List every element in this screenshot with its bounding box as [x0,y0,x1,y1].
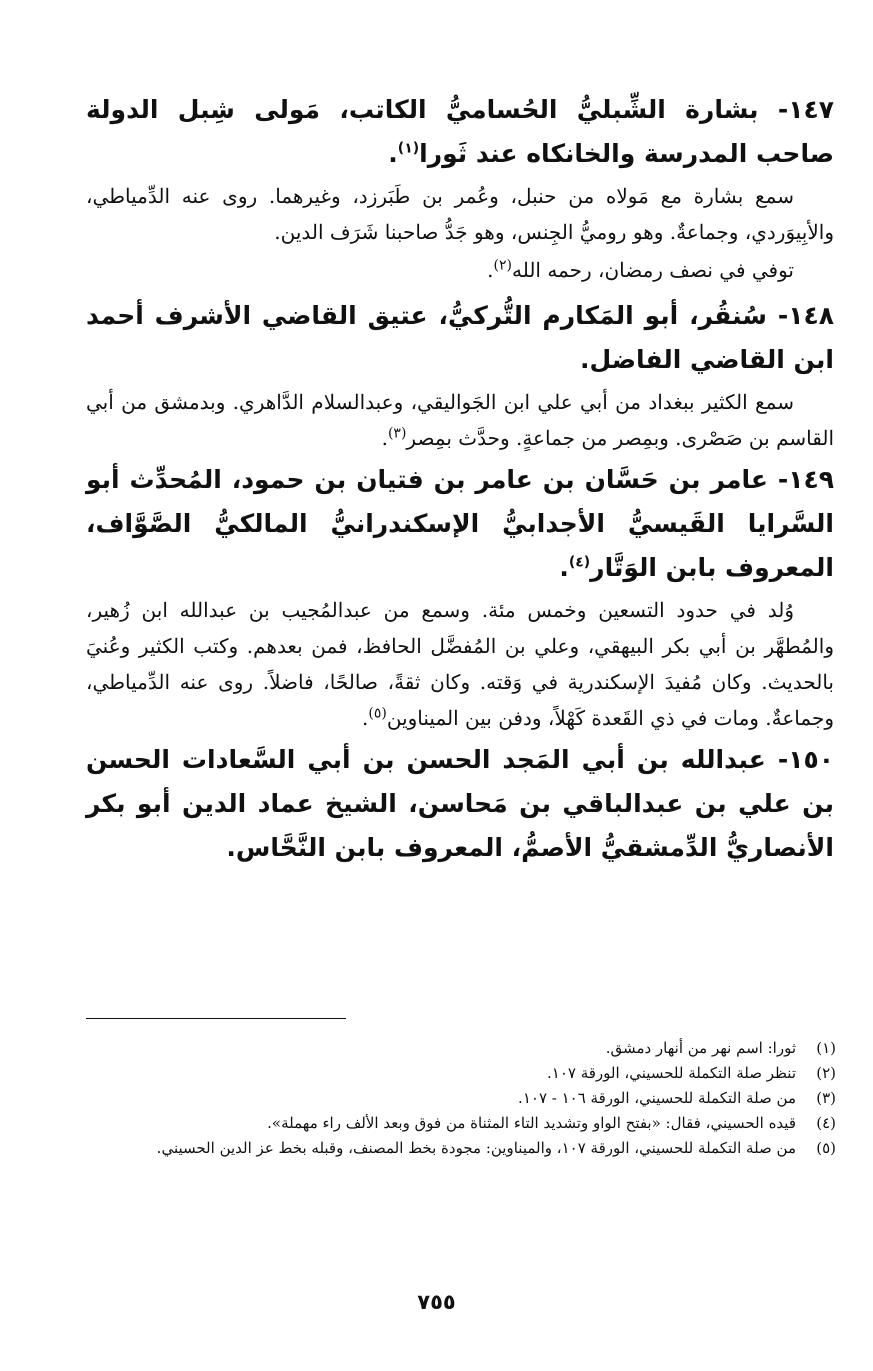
footnote-divider [86,1018,346,1019]
footnote-text: ثورا: اسم نهر من أنهار دمشق. [605,1039,796,1057]
heading-end-mark: . [388,139,398,168]
footnote-ref[interactable]: (٥) [368,705,387,722]
footnotes [86,1036,836,1161]
footnote-ref[interactable]: (٣) [387,425,407,442]
entry-heading-150: ١٥٠- عبدالله بن أبي المَجد الحسن بن أبي السَّعادات الحسن بن علي بن عبدالباقي بن مَحاسن، الشيخ عماد الدين أبو بكر الأنصاريُّ الدِّمشقيُّ الأصمُّ، المعروف بابن النَّحَّاس. [86,745,834,862]
footnote-5 [86,1136,836,1161]
note-end-mark: . [487,258,494,282]
entry-heading-text: ١٤٧- بشارة الشِّبليُّ الحُساميُّ الكاتب، مَولى شِبل الدولة صاحب المدرسة والخانكاه عند ثَورا [86,95,834,168]
footnote-number: (٥) [816,1139,836,1157]
heading-end-mark: . [559,553,569,582]
footnote-number: (٣) [816,1089,836,1107]
footnote-ref[interactable]: (٤) [568,554,591,571]
footnote-text: من صلة التكملة للحسيني، الورقة ١٠٧، والميناوين: مجودة بخط المصنف، وقبله بخط عز الدين الحسيني. [156,1139,796,1157]
entry-heading-text: ١٤٩- عامر بن حَسَّان بن عامر بن فتيان بن حمود، المُحدِّث أبو السَّرايا القَيسيُّ الأجدابيُّ الإسكندرانيُّ المالكيُّ الصَّوَّاف، المعروف بابن الوَتَّار [86,465,834,582]
footnote-1 [86,1036,836,1061]
footnote-number: (١) [816,1039,836,1057]
entry-body-148 [86,384,834,456]
entry-note-text: توفي في نصف رمضان، رحمه الله [511,258,794,282]
entry-heading-148: ١٤٨- سُنقُر، أبو المَكارم التُّركيُّ، عتيق القاضي الأشرف أحمد ابن القاضي الفاضل. [86,301,834,374]
entry-note-147 [86,252,834,288]
footnote-ref[interactable]: (١) [397,140,420,157]
entry-body-149 [86,592,834,736]
footnote-text: تنظر صلة التكملة للحسيني، الورقة ١٠٧. [547,1064,796,1082]
page-number: ٧٥٥ [417,1290,456,1314]
footnote-text: قيده الحسيني، فقال: «بفتح الواو وتشديد التاء المثناة من فوق وبعد الألف راء مهملة». [267,1114,796,1132]
body-end-mark: . [381,426,388,450]
footnote-number: (٤) [816,1114,836,1132]
footnote-2 [86,1061,836,1086]
entry-body-147: سمع بشارة مع مَولاه من حنبل، وعُمر بن طَبَرزد، وغيرهما. روى عنه الدِّمياطي، والأبِيوَردي، وجماعةٌ. وهو روميُّ الجِنس، وهو جَدُّ صاحبنا شَرَف الدين. [86,184,834,244]
entry-heading-147 [86,88,834,176]
footnote-number: (٢) [816,1064,836,1082]
entry-body-text: سمع الكثير ببغداد من أبي علي ابن الجَواليقي، وعبدالسلام الدَّاهري. وبدمشق من أبي القاسم بن صَصْرى. وبمِصر من جماعةٍ. وحدَّث بمِصر [86,390,834,450]
footnote-ref[interactable]: (٢) [493,257,512,274]
footnote-text: من صلة التكملة للحسيني، الورقة ١٠٦ - ١٠٧. [518,1089,796,1107]
entry-heading-149 [86,458,834,590]
footnote-4 [86,1111,836,1136]
entry-body-text: وُلد في حدود التسعين وخمس مئة. وسمع من عبدالمُجيب بن عبدالله ابن زُهير، والمُطهَّر بن أبي بكر البيهقي، وعلي بن المُفضَّل الحافظ، فمن بعدهم. وكتب الكثير وعُنيَ بالحديث. وكان مُفيدَ الإسكندرية في وَقته. وكان ثقةً، صالحًا، فاضلاً. روى عنه الدِّمياطي، وجماعةٌ. ومات في ذي القَعدة كَهْلاً، ودفن بين الميناوين [86,598,834,730]
footnote-3 [86,1086,836,1111]
body-end-mark: . [362,706,369,730]
